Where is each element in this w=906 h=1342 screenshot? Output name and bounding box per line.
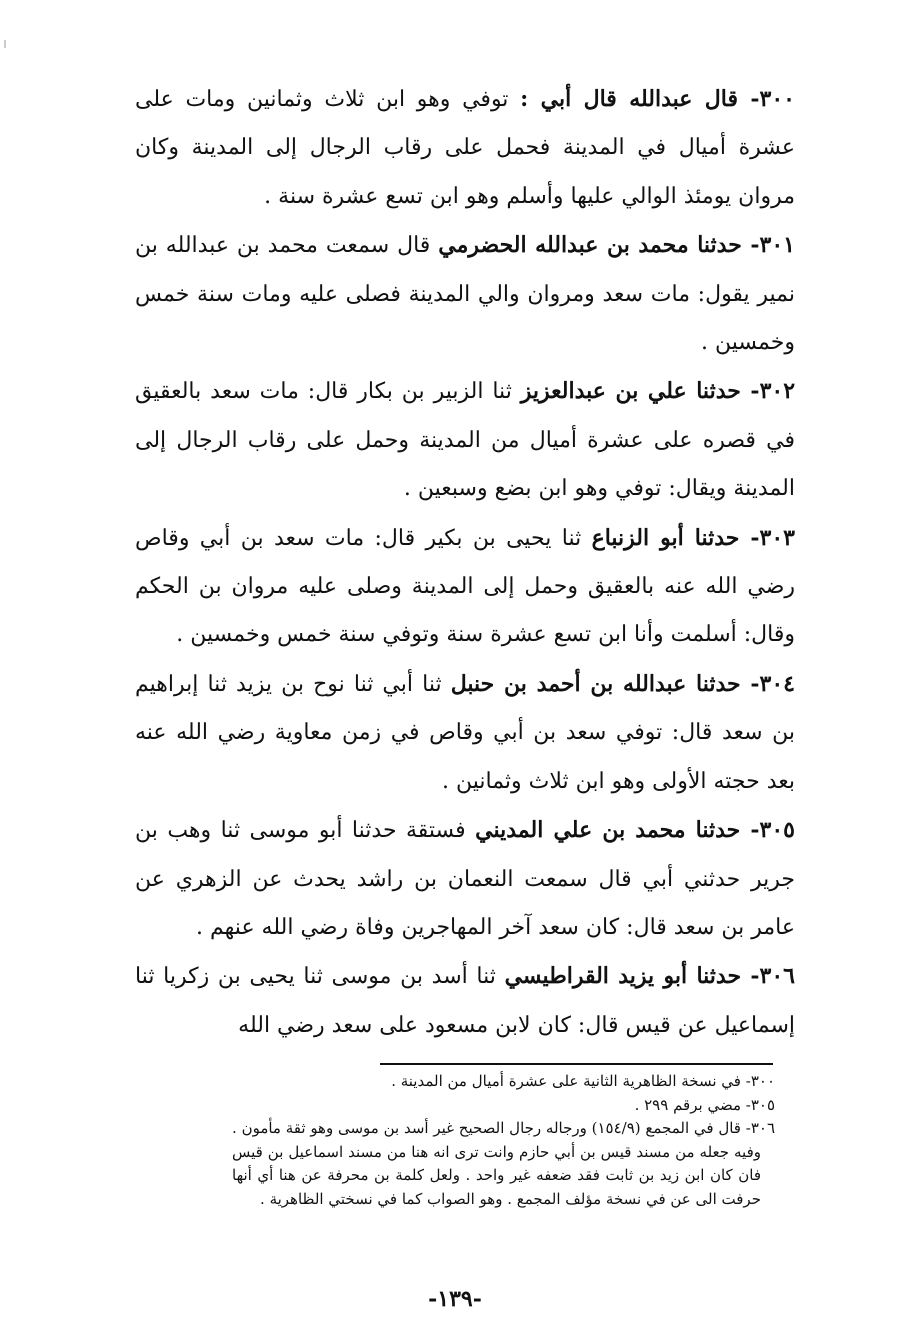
scan-margin-mark [4,40,6,48]
entry-300 [135,75,795,221]
entry-304 [135,660,795,806]
entry-301 [135,221,795,367]
main-text-body [135,75,795,1050]
entry-lead: ٣٠١- حدثنا محمد بن عبدالله الحضرمي [438,232,795,259]
entry-lead: ٣٠٢- حدثنا علي بن عبدالعزيز [520,378,796,405]
entry-lead: ٣٠٦- حدثنا أبو يزيد القراطيسي [504,963,795,990]
entry-305 [135,806,795,952]
footnote-305: ٣٠٥- مضي برقم ٢٩٩ . [634,1095,775,1114]
entry-text: فستقة حدثنا أبو موسى ثنا وهب بن جرير حدثني أبي قال سمعت النعمان بن راشد يحدث عن الزهري عن عامر بن سعد قال: كان سعد آخر المهاجرين وفاة رضي الله عنهم . [135,818,795,940]
footnote-306-continuation: وفيه جعله من مسند قيس بن أبي حازم وانت ترى انه هنا من مسند اسماعيل بن قيس فان كان ابن زيد بن ثابت فقد ضعفه غير واحد . ولعل كلمة بن محرفة عن هنا أي أنها حرفت الى عن في نسخة مؤلف المجمع . وهو الصواب كما في نسختي الظاهرية . [232,1142,761,1208]
footnote-306: ٣٠٦- قال في المجمع (١٥٤/٩) ورجاله رجال الصحيح غير أسد بن موسى وهو ثقة مأمون . [232,1119,775,1137]
entry-text: ثنا يحيى بن بكير قال: مات سعد بن أبي وقاص رضي الله عنه بالعقيق وحمل إلى المدينة وصلى عليه مروان بن الحكم وقال: أسلمت وأنا ابن تسع عشرة سنة وتوفي سنة خمس وخمسين . [135,525,795,648]
page-number: -١٣٩- [428,1286,482,1312]
entry-text: ثنا أسد بن موسى ثنا يحيى بن زكريا ثنا إسماعيل عن قيس قال: كان لابن مسعود على سعد رضي الله [135,964,795,1038]
entry-lead: ٣٠٣- حدثنا أبو الزنباع [591,524,795,551]
entry-text: ثنا أبي ثنا نوح بن يزيد ثنا إبراهيم بن سعد قال: توفي سعد بن أبي وقاص في زمن معاوية رضي الله عنه بعد حجته الأولى وهو ابن ثلاث وثمانين . [135,671,795,794]
entry-lead: ٣٠٤- حدثنا عبدالله بن أحمد بن حنبل [450,670,795,697]
footnotes-section [232,1070,775,1211]
footnote-300: ٣٠٠- في نسخة الظاهرية الثانية على عشرة أميال من المدينة . [391,1072,775,1090]
entry-303 [135,514,795,660]
entry-text: ثنا الزبير بن بكار قال: مات سعد بالعقيق في قصره على عشرة أميال من المدينة وحمل على رقاب الرجال إلى المدينة ويقال: توفي وهو ابن بضع وسبعين . [135,379,795,502]
entry-text: توفي وهو ابن ثلاث وثمانين ومات على عشرة أميال في المدينة فحمل على رقاب الرجال إلى المدينة وكان مروان يومئذ الوالي عليها وأسلم وهو ابن تسع عشرة سنة . [135,87,795,209]
entry-text: قال سمعت محمد بن عبدالله بن نمير يقول: مات سعد ومروان والي المدينة فصلى عليه ومات سنة خمس وخمسين . [135,233,795,356]
entry-306 [135,952,795,1050]
footnote-divider [380,1063,773,1065]
entry-lead: ٣٠٠- قال عبدالله قال أبي : [520,86,795,112]
entry-302 [135,367,795,513]
entry-lead: ٣٠٥- حدثنا محمد بن علي المديني [475,817,795,844]
